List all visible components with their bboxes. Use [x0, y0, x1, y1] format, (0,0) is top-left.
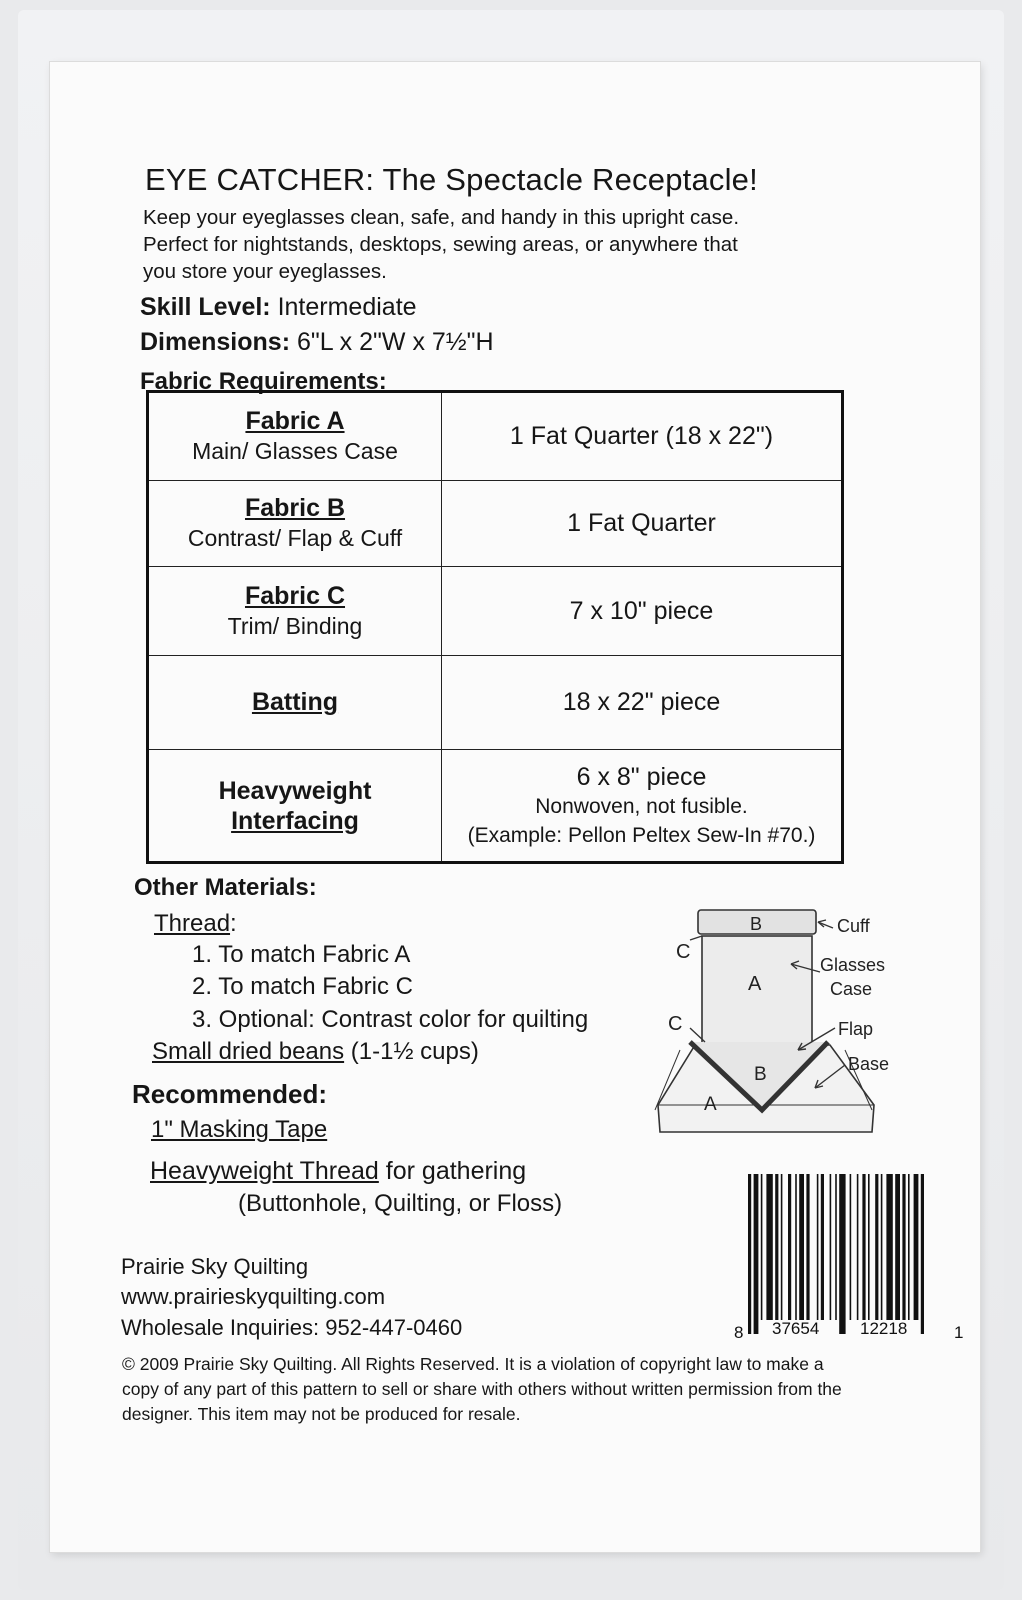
fabric-name-line2: Interfacing	[231, 806, 359, 835]
fabric-name-cell	[148, 750, 442, 863]
table-row	[148, 655, 843, 750]
heavyweight-thread-item	[150, 1157, 526, 1186]
wholesale-inquiries: Wholesale Inquiries: 952-447-0460	[121, 1315, 463, 1340]
barcode-bar	[862, 1174, 865, 1320]
barcode-bar	[875, 1174, 878, 1320]
dimensions-label: Dimensions:	[140, 328, 291, 356]
beans-item	[152, 1038, 479, 1066]
pattern-title: EYE CATCHER: The Spectacle Receptacle!	[145, 162, 758, 197]
label-a-mid: A	[748, 973, 762, 995]
heavyweight-thread-label: Heavyweight Thread	[150, 1157, 379, 1185]
dimensions-value: 6"L x 2"W x 7½"H	[296, 328, 494, 356]
publisher-name: Prairie Sky Quilting	[121, 1254, 309, 1279]
list-item: 3. Optional: Contrast color for quilting	[192, 1006, 589, 1033]
barcode-bar	[788, 1174, 791, 1320]
barcode-bar	[761, 1174, 763, 1320]
copyright-notice: © 2009 Prairie Sky Quilting. All Rights Reserved. It is a violation of copyright law to make a copy of any part of this pattern to sell or share with others without written permission from the designer. This item may not be produced for resale.	[122, 1354, 842, 1424]
publisher-website[interactable]: www.prairieskyquilting.com	[121, 1284, 386, 1309]
thread-label-text: Thread	[154, 910, 231, 937]
barcode-bar	[754, 1174, 759, 1334]
fabric-amount-cell	[442, 392, 843, 481]
barcode-bar	[886, 1174, 892, 1320]
barcode-bar	[795, 1174, 797, 1320]
barcode-bar	[914, 1174, 919, 1320]
label-cuff: Cuff	[837, 916, 870, 936]
list-item: 1. To match Fabric A	[192, 941, 411, 968]
barcode-bar	[895, 1174, 900, 1320]
dimensions	[140, 328, 494, 357]
barcode-bar	[850, 1174, 852, 1320]
fabric-name: Batting	[251, 688, 339, 717]
barcode-bars	[748, 1174, 924, 1334]
fabric-name-cell	[148, 567, 442, 656]
barcode-bar	[766, 1174, 772, 1320]
barcode-bar	[806, 1174, 809, 1320]
barcode-bar	[781, 1174, 783, 1320]
fabric-amount-cell	[442, 567, 843, 656]
table-row	[148, 480, 843, 567]
label-b-top: B	[750, 914, 763, 934]
pattern-intro: Keep your eyeglasses clean, safe, and handy in this upright case. Perfect for nightstands, desktops, sewing areas, or anywhere that you store your eyeglasses.	[143, 206, 740, 283]
barcode-bar	[908, 1174, 910, 1320]
fabric-name-cell	[148, 655, 442, 750]
label-glasses: Glasses	[820, 955, 886, 975]
fabric-requirements-table	[146, 390, 844, 864]
other-materials-heading: Other Materials:	[134, 874, 317, 901]
barcode-bar	[817, 1174, 819, 1320]
barcode-bar	[857, 1174, 859, 1320]
barcode-bar	[921, 1174, 924, 1334]
fabric-amount-cell	[442, 480, 843, 567]
fabric-amount: 6 x 8" piece	[576, 762, 707, 791]
fabric-name: Fabric B	[244, 494, 346, 523]
fabric-name-line1: Heavyweight	[218, 776, 372, 805]
label-flap: Flap	[838, 1019, 874, 1039]
list-item: 2. To match Fabric C	[192, 973, 413, 1000]
barcode-bar	[868, 1174, 870, 1320]
label-c-top: C	[676, 941, 691, 963]
barcode-digits-left: 37654	[772, 1319, 820, 1338]
heavyweight-thread-purpose: for gathering	[378, 1157, 527, 1185]
table-row	[148, 567, 843, 656]
beans-qty: (1-1½ cups)	[344, 1038, 479, 1065]
fabric-name-cell	[148, 392, 442, 481]
barcode-bar	[839, 1174, 845, 1334]
table-row	[148, 392, 843, 481]
masking-tape-item: 1" Masking Tape	[151, 1116, 328, 1143]
skill-label: Skill Level:	[140, 293, 271, 321]
fabric-amount: 1 Fat Quarter	[567, 509, 716, 538]
barcode-bar	[748, 1174, 751, 1334]
fabric-amount: 18 x 22" piece	[562, 688, 721, 717]
thread-label	[154, 910, 237, 938]
fabric-amount: 7 x 10" piece	[569, 596, 714, 625]
barcode-bar	[775, 1174, 778, 1320]
skill-level	[140, 293, 417, 322]
barcode-digits-right: 12218	[860, 1319, 908, 1338]
fabric-note: Nonwoven, not fusible.	[535, 794, 748, 818]
barcode-bar	[830, 1174, 832, 1320]
barcode-bar	[821, 1174, 824, 1320]
fabric-desc: Main/ Glasses Case	[192, 438, 398, 465]
fabric-amount-cell	[442, 655, 843, 750]
table-row	[148, 750, 843, 863]
barcode-bar	[881, 1174, 883, 1320]
thread-colon: :	[230, 910, 237, 937]
fabric-amount-cell	[442, 750, 843, 863]
barcode-bar	[902, 1174, 905, 1320]
recommended-heading: Recommended:	[132, 1079, 328, 1109]
thread-types: (Buttonhole, Quilting, or Floss)	[238, 1190, 563, 1217]
beans-label: Small dried beans	[152, 1038, 345, 1065]
fabric-desc: Trim/ Binding	[227, 612, 363, 639]
fabric-amount: 1 Fat Quarter (18 x 22")	[509, 422, 774, 451]
label-case: Case	[830, 979, 873, 999]
fabric-example: (Example: Pellon Peltex Sew-In #70.)	[467, 823, 816, 847]
fabric-name-cell	[148, 480, 442, 567]
label-c-mid: C	[668, 1013, 683, 1035]
label-b-bottom: B	[754, 1064, 767, 1085]
skill-value: Intermediate	[277, 293, 417, 321]
label-a-bottom: A	[704, 1094, 717, 1115]
barcode-bar	[835, 1174, 837, 1320]
barcode-bar	[799, 1174, 804, 1320]
barcode-digit-first: 8	[734, 1323, 744, 1342]
fabric-name: Fabric C	[244, 581, 346, 610]
fabric-desc: Contrast/ Flap & Cuff	[187, 525, 403, 552]
barcode	[734, 1170, 970, 1345]
label-base: Base	[848, 1054, 890, 1074]
fabric-requirements-heading: Fabric Requirements:	[140, 368, 387, 395]
fabric-name: Fabric A	[245, 407, 345, 436]
case-diagram	[650, 900, 900, 1140]
barcode-digit-last: 1	[954, 1323, 964, 1342]
